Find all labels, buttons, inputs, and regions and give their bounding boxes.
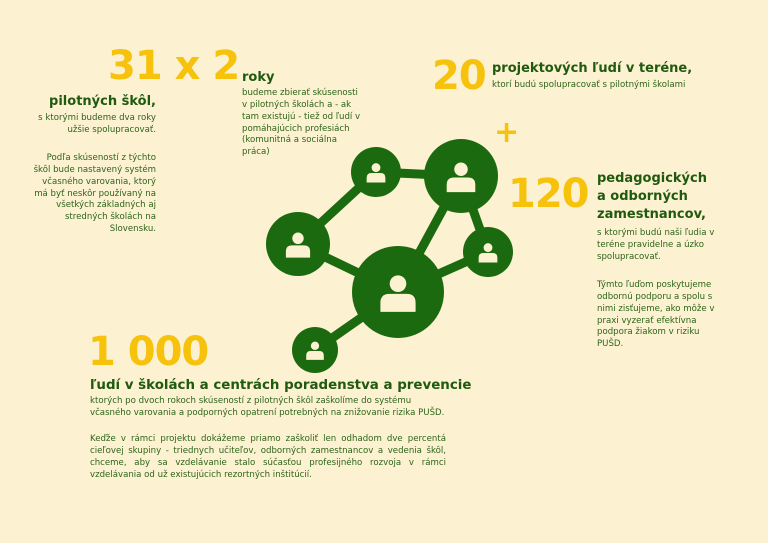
number-20: 20 <box>432 53 486 99</box>
pilot-schools-paragraph: Podľa skúseností z týchto škôl bude nastavený systém včasného varovania, ktorý má byť neskôr používaný na všetkých základných aj stredných školách na Slovensku. <box>33 153 156 235</box>
field-people-description: ktorí budú spolupracovať s pilotnými školami <box>492 80 686 90</box>
plus-sign: + <box>494 115 519 150</box>
person-node-top-right <box>424 139 498 213</box>
number-120: 120 <box>508 171 589 217</box>
person-node-bottom <box>292 327 338 373</box>
training-paragraph: Keďže v rámci projektu dokážeme priamo zaškoliť len odhadom dve percentá cieľovej skupiny - triednych učiteľov, odborných zamestnancov a vedenia škôl, chceme, aby sa vzdelávanie stalo súčasťou profesijného rozvoja v rámci vzdelávania od už existujúcich rezortných inštitúcií. <box>90 434 446 480</box>
training-heading: ľudí v školách a centrách poradenstva a prevencie <box>90 378 472 393</box>
person-node-top <box>351 147 401 197</box>
pilot-schools-description: s ktorými budeme dva roky užšie spolupracovať. <box>38 113 156 135</box>
pilot-schools-heading: pilotných škôl, <box>49 94 156 109</box>
person-node-right <box>463 227 513 277</box>
person-node-left <box>266 212 330 276</box>
staff-heading: pedagogických a odborných zamestnancov, <box>597 171 707 223</box>
training-description: ktorých po dvoch rokoch skúseností z pilotných škôl zaškolíme do systému včasného varovania a podporných opatrení potrebných na znižovanie rizika PUŠD. <box>90 396 445 418</box>
number-31x2: 31 x 2 <box>108 43 240 89</box>
unit-roky-description: budeme zbierať skúsenosti v pilotných školách a - ak tam existujú - tiež od ľudí v pomáhajúcich profesiách (komunitná a sociálna práca) <box>242 88 361 158</box>
unit-roky: roky <box>242 70 275 85</box>
person-node-center <box>352 246 444 338</box>
field-people-heading: projektových ľudí v teréne, <box>492 61 693 76</box>
number-1000: 1 000 <box>88 329 209 375</box>
staff-description: s ktorými budú naši ľudia v teréne pravidelne a úzko spolupracovať. <box>597 228 715 262</box>
staff-paragraph: Týmto ľuďom poskytujeme odbornú podporu a spolu s nimi zisťujeme, ako môže v praxi vyzerať efektívna podpora žiakom v riziku PUŠD. <box>597 280 715 350</box>
